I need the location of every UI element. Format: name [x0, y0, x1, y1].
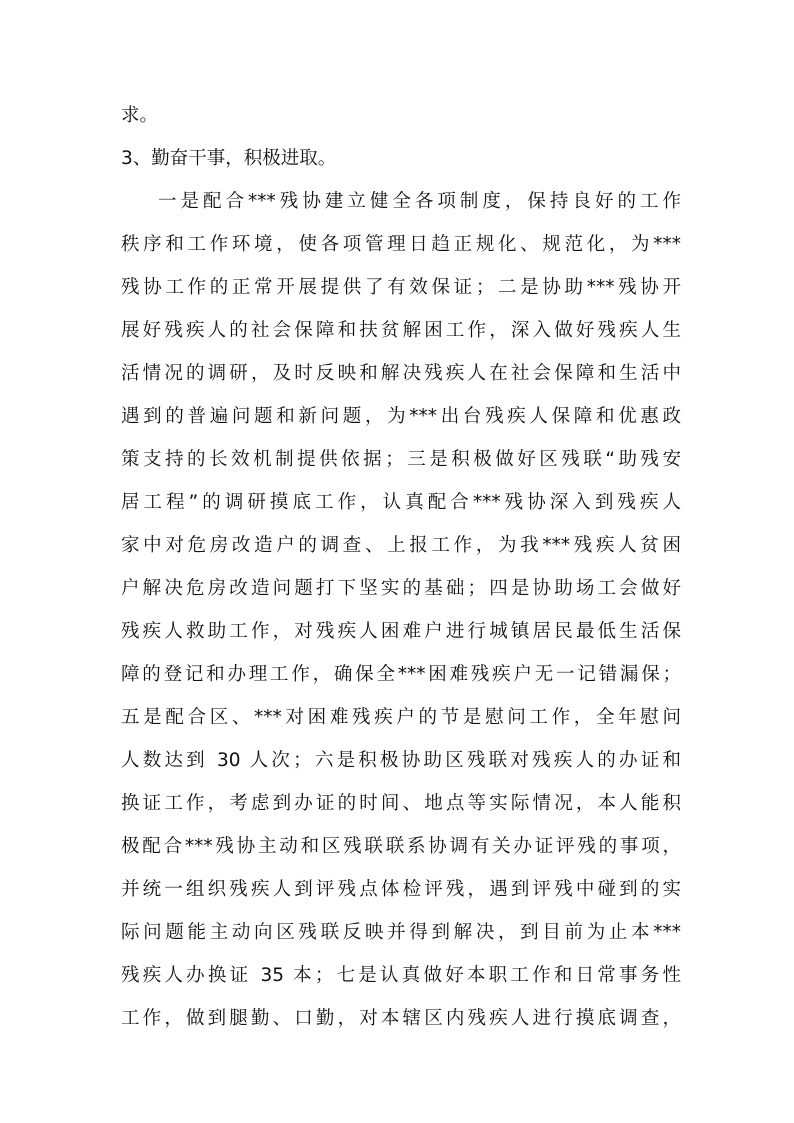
- text-line-17: 换证工作，考虑到办证的时间、地点等实际情况，本人能积: [121, 793, 681, 814]
- text-line-11: 家中对危房改造户的调查、上报工作，为我***残疾人贫困: [121, 535, 681, 556]
- text-line-6: 展好残疾人的社会保障和扶贫解困工作，深入做好残疾人生: [121, 320, 681, 341]
- text-line-4: 秩序和工作环境，使各项管理日趋正规化、规范化，为***: [121, 234, 681, 255]
- text-line-7: 活情况的调研，及时反映和解决残疾人在社会保障和生活中: [121, 363, 681, 384]
- text-line-5: 残协工作的正常开展提供了有效保证；二是协助***残协开: [121, 277, 681, 298]
- text-line-13: 残疾人救助工作，对残疾人困难户进行城镇居民最低生活保: [121, 621, 681, 642]
- text-line-21: 残疾人办换证 35 本；七是认真做好本职工作和日常事务性: [121, 965, 681, 986]
- text-line-16: 人数达到 30 人次；六是积极协助区残联对残疾人的办证和: [121, 750, 681, 771]
- text-line-18: 极配合***残协主动和区残联联系协调有关办证评残的事项，: [121, 836, 681, 857]
- text-line-15: 五是配合区、***对困难残疾户的节是慰问工作，全年慰问: [121, 707, 681, 728]
- text-line-3: 一是配合***残协建立健全各项制度，保持良好的工作: [158, 191, 681, 212]
- text-line-12: 户解决危房改造问题打下坚实的基础；四是协助场工会做好: [121, 578, 681, 599]
- text-line-9: 策支持的长效机制提供依据；三是积极做好区残联“助残安: [121, 449, 681, 470]
- text-line-10: 居工程”的调研摸底工作，认真配合***残协深入到残疾人: [121, 492, 681, 513]
- text-line-1: 求。: [121, 105, 159, 126]
- text-line-20: 际问题能主动向区残联反映并得到解决，到目前为止本***: [121, 922, 681, 943]
- text-line-22: 工作，做到腿勤、口勤，对本辖区内残疾人进行摸底调查，: [121, 1008, 681, 1029]
- text-line-14: 障的登记和办理工作，确保全***困难残疾户无一记错漏保；: [121, 664, 681, 685]
- text-line-8: 遇到的普遍问题和新问题，为***出台残疾人保障和优惠政: [121, 406, 681, 427]
- text-line-19: 并统一组织残疾人到评残点体检评残，遇到评残中碰到的实: [121, 879, 681, 900]
- body-text: [121, 94, 681, 1040]
- section-heading: 3、勤奋干事，积极进取。: [121, 148, 337, 169]
